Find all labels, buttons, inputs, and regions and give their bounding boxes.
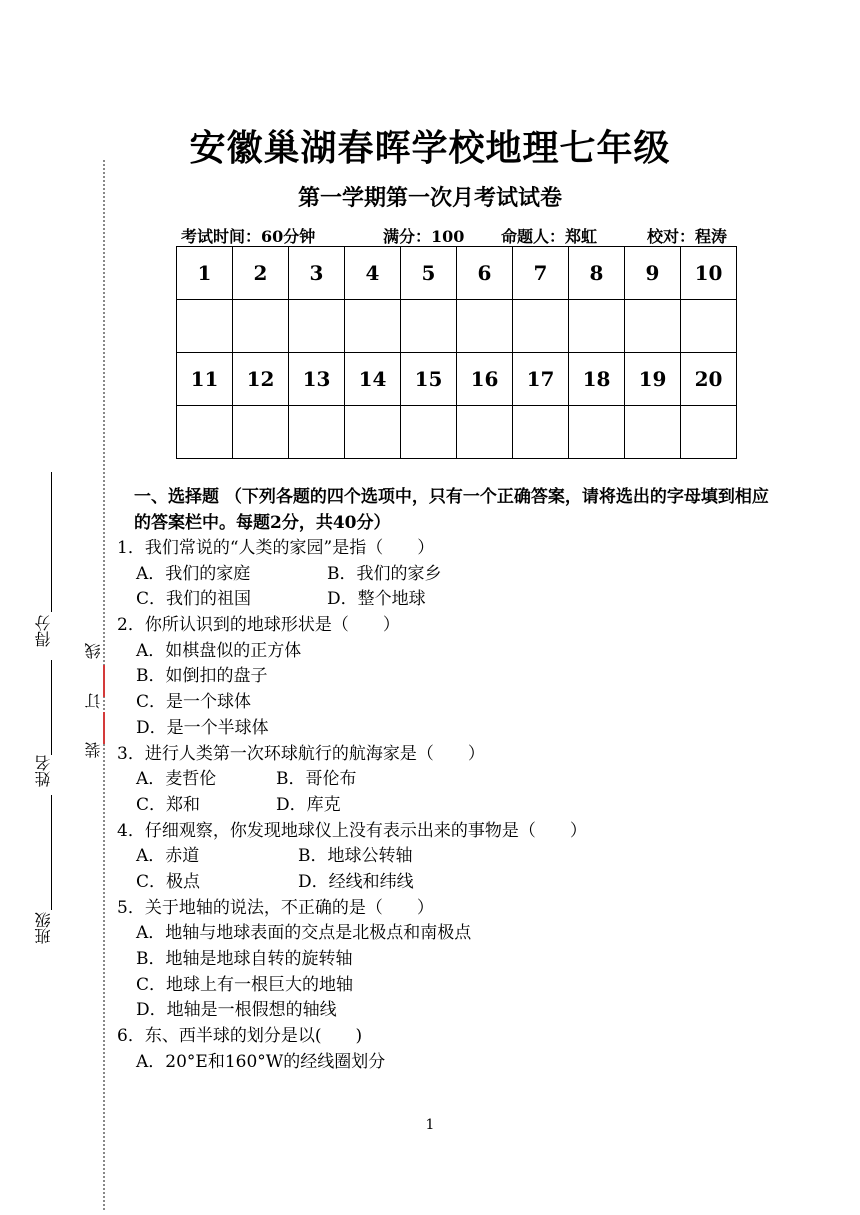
answer-number-cell: 10 <box>681 247 737 300</box>
answer-number-cell: 5 <box>401 247 457 300</box>
class-blank-line <box>51 795 52 910</box>
question-stem: 6．东、西半球的划分是以( ) <box>117 1026 363 1047</box>
option-b: B．哥伦布 <box>276 769 357 790</box>
answer-blank-cell[interactable] <box>457 406 513 459</box>
option-row <box>117 1050 767 1076</box>
option-c: C．郑和 <box>136 794 201 815</box>
binding-red-mark <box>103 665 105 697</box>
name-blank-line <box>51 660 52 755</box>
option-row <box>117 973 767 999</box>
option-row <box>117 998 767 1024</box>
option-a: A．赤道 <box>136 846 200 867</box>
option-a: A．如棋盘似的正方体 <box>136 640 302 661</box>
option-c: C．是一个球体 <box>136 692 252 713</box>
class-label: 班级 <box>34 912 53 944</box>
answer-number-cell: 1 <box>177 247 233 300</box>
binding-char-line: 线 <box>84 643 103 659</box>
option-d: D．经线和纬线 <box>298 871 414 892</box>
option-row <box>117 767 767 793</box>
question-stem: 2．你所认识到的地球形状是（ ） <box>117 615 400 636</box>
option-row <box>117 793 767 819</box>
option-row <box>117 562 767 588</box>
option-row <box>117 947 767 973</box>
answer-blank-cell[interactable] <box>233 300 289 353</box>
full-score: 满分：100 <box>383 227 465 246</box>
answer-table <box>176 246 737 459</box>
answer-blank-cell[interactable] <box>513 300 569 353</box>
section-heading: 一、选择题 （下列各题的四个选项中，只有一个正确答案，请将选出的字母填到相应的答案栏中。每题2分，共40分） <box>134 487 769 533</box>
answer-number-cell: 15 <box>401 353 457 406</box>
answer-number-cell: 6 <box>457 247 513 300</box>
answer-blank-cell[interactable] <box>289 300 345 353</box>
option-row <box>117 664 767 690</box>
answer-blank-cell[interactable] <box>289 406 345 459</box>
answer-blank-cell[interactable] <box>625 300 681 353</box>
page-number: 1 <box>425 1117 435 1133</box>
answer-blank-cell[interactable] <box>625 406 681 459</box>
option-a: A．20°E和160°W的经线圈划分 <box>136 1051 386 1072</box>
option-row <box>117 844 767 870</box>
binding-char-staple: 订 <box>84 693 103 709</box>
option-a: A．麦哲伦 <box>136 769 217 790</box>
answer-number-cell: 18 <box>569 353 625 406</box>
answer-blank-cell[interactable] <box>177 406 233 459</box>
option-row <box>117 690 767 716</box>
option-a: A．地轴与地球表面的交点是北极点和南极点 <box>136 923 472 944</box>
proofreader: 校对：程涛 <box>647 227 728 246</box>
answer-number-cell: 14 <box>345 353 401 406</box>
answer-blank-cell[interactable] <box>569 300 625 353</box>
question-stem: 3．进行人类第一次环球航行的航海家是（ ） <box>117 743 485 764</box>
option-d: D．是一个半球体 <box>136 717 269 738</box>
question-stem: 5．关于地轴的说法，不正确的是（ ） <box>117 897 434 918</box>
answer-blank-cell[interactable] <box>345 300 401 353</box>
page-subtitle: 第一学期第一次月考试试卷 <box>297 185 562 211</box>
option-b: B．如倒扣的盘子 <box>136 666 268 687</box>
option-c: C．地球上有一根巨大的地轴 <box>136 974 354 995</box>
option-d: D．整个地球 <box>327 589 426 610</box>
answer-number-row <box>177 247 737 300</box>
answer-blank-cell[interactable] <box>177 300 233 353</box>
exam-info <box>181 224 727 247</box>
option-c: C．极点 <box>136 871 201 892</box>
answer-blank-cell[interactable] <box>569 406 625 459</box>
option-a: A．我们的家庭 <box>136 563 251 584</box>
answer-blank-row <box>177 406 737 459</box>
answer-number-cell: 12 <box>233 353 289 406</box>
score-blank-line <box>51 472 52 612</box>
answer-blank-cell[interactable] <box>681 300 737 353</box>
option-d: D．地轴是一根假想的轴线 <box>136 1000 337 1021</box>
answer-number-cell: 7 <box>513 247 569 300</box>
name-label: 姓名 <box>34 755 53 787</box>
option-d: D．库克 <box>276 794 341 815</box>
binding-char-bind: 装 <box>84 742 103 758</box>
answer-number-row <box>177 353 737 406</box>
option-c: C．我们的祖国 <box>136 589 252 610</box>
answer-number-cell: 16 <box>457 353 513 406</box>
answer-blank-cell[interactable] <box>233 406 289 459</box>
answer-number-cell: 3 <box>289 247 345 300</box>
option-row <box>117 639 767 665</box>
answer-number-cell: 4 <box>345 247 401 300</box>
option-b: B．我们的家乡 <box>327 563 442 584</box>
answer-blank-cell[interactable] <box>401 406 457 459</box>
answer-number-cell: 20 <box>681 353 737 406</box>
answer-blank-cell[interactable] <box>681 406 737 459</box>
author: 命题人：郑虹 <box>501 227 598 246</box>
exam-time: 考试时间：60分钟 <box>181 227 316 246</box>
option-b: B．地轴是地球自转的旋转轴 <box>136 949 353 969</box>
answer-number-cell: 9 <box>625 247 681 300</box>
option-row <box>117 716 767 742</box>
answer-blank-cell[interactable] <box>457 300 513 353</box>
answer-number-cell: 2 <box>233 247 289 300</box>
option-row <box>117 921 767 947</box>
question-stem: 1．我们常说的“人类的家园”是指（ ） <box>117 538 435 558</box>
answer-blank-cell[interactable] <box>401 300 457 353</box>
question-stem: 4．仔细观察，你发现地球仪上没有表示出来的事物是（ ） <box>117 820 587 841</box>
page-title: 安徽巢湖春晖学校地理七年级 <box>189 127 671 169</box>
answer-number-cell: 8 <box>569 247 625 300</box>
answer-blank-cell[interactable] <box>345 406 401 459</box>
answer-number-cell: 19 <box>625 353 681 406</box>
option-row <box>117 587 767 613</box>
binding-red-mark <box>103 712 105 744</box>
answer-blank-cell[interactable] <box>513 406 569 459</box>
answer-number-cell: 17 <box>513 353 569 406</box>
answer-blank-row <box>177 300 737 353</box>
answer-number-cell: 11 <box>177 353 233 406</box>
score-label: 得分 <box>34 615 53 647</box>
option-b: B．地球公转轴 <box>298 846 413 867</box>
answer-number-cell: 13 <box>289 353 345 406</box>
option-row <box>117 870 767 896</box>
question-list <box>117 536 767 1075</box>
